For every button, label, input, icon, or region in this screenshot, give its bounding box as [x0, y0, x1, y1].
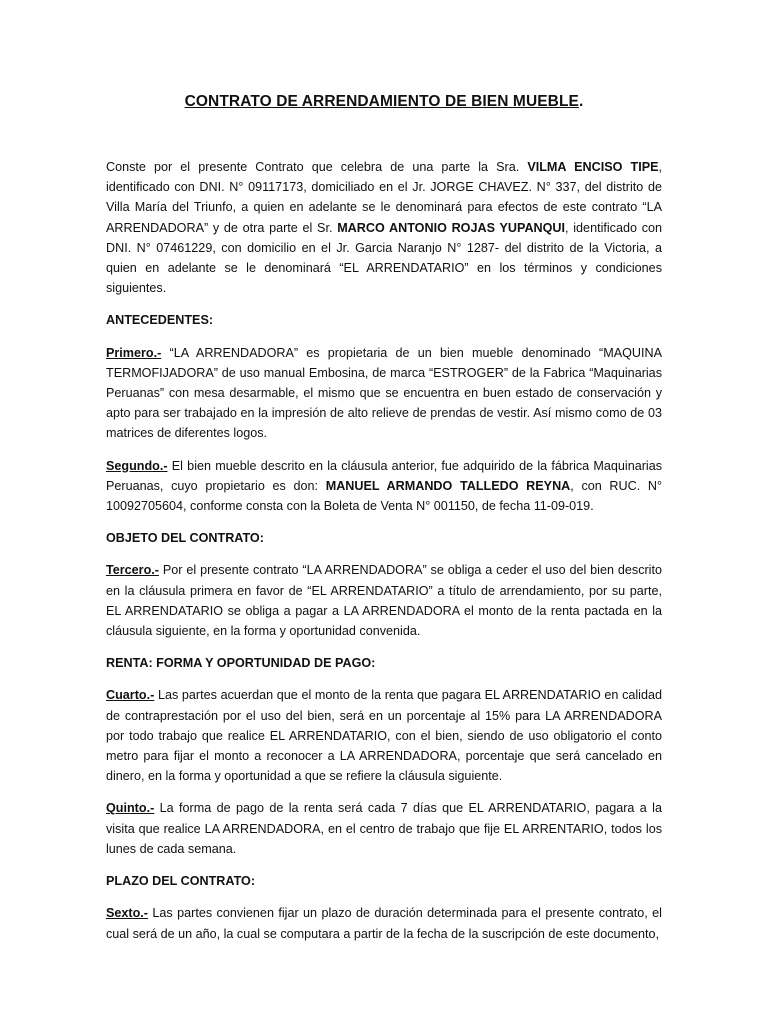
- heading-objeto: OBJETO DEL CONTRATO:: [106, 531, 264, 546]
- clause-tercero-label: Tercero.-: [106, 563, 159, 578]
- intro-text-2: , identificado con DNI. N° 09117173, domiciliado en el Jr. JORGE CHAVEZ. N° 337, del distrito de Villa María del Triunfo, a quien en adelante se le denominará para efectos de este contrato “LA ARRENDADORA” y de otra parte el Sr.: [106, 160, 662, 235]
- intro-text-1: Conste por el presente Contrato que celebra de una parte la Sra.: [106, 160, 528, 174]
- clause-tercero: [106, 560, 662, 641]
- document-title-suffix: .: [578, 93, 584, 110]
- heading-plazo: PLAZO DEL CONTRATO:: [106, 874, 256, 889]
- clause-tercero-text: Por el presente contrato “LA ARRENDADORA” se obliga a ceder el uso del bien descrito en la cláusula primera en favor de “EL ARRENDATARIO” a título de arrendamiento, por su parte, EL ARRENDATARIO se obliga a pagar a LA ARRENDADORA el monto de la renta pactada en la cláusula siguiente, en la forma y oportunidad convenida.: [106, 563, 662, 639]
- clause-quinto: [106, 798, 662, 859]
- clause-segundo: [106, 456, 662, 517]
- clause-quinto-text: La forma de pago de la renta será cada 7 días que EL ARRENDATARIO, pagara a la visita que realice LA ARRENDADORA, en el centro de trabajo que fije EL ARRENTARIO, todos los lunes de cada semana.: [106, 801, 662, 856]
- intro-paragraph: [106, 157, 662, 298]
- clause-sexto: [106, 903, 662, 943]
- clause-sexto-text: Las partes convienen fijar un plazo de duración determinada para el presente contrato, el cual será de un año, la cual se computara a partir de la fecha de la suscripción de este documento,: [106, 906, 662, 941]
- clause-quinto-label: Quinto.-: [106, 801, 155, 816]
- clause-primero-text: “LA ARRENDADORA” es propietaria de un bien mueble denominado “MAQUINA TERMOFIJADORA” de uso manual Embosina, de marca “ESTROGER” de la Fabrica “Maquinarias Peruanas” con mesa desarmable, el mismo que se encuentra en buen estado de conservación y apto para ser trabajado en la impresión de alto relieve de prendas de vestir. Así mismo como de 03 matrices de diferentes logos.: [106, 345, 662, 441]
- document-title: [106, 93, 662, 111]
- clause-segundo-text-2: , con RUC. N° 10092705604, conforme consta con la Boleta de Venta N° 001150, de fecha 11-09-019.: [106, 478, 663, 514]
- clause-cuarto: [106, 685, 662, 786]
- heading-antecedentes: ANTECEDENTES:: [106, 313, 214, 328]
- clause-segundo-label: Segundo.-: [106, 458, 168, 473]
- clause-cuarto-label: Cuarto.-: [106, 688, 155, 703]
- clause-sexto-label: Sexto.-: [106, 906, 148, 921]
- intro-lessee-name: MARCO ANTONIO ROJAS YUPANQUI: [337, 220, 566, 235]
- clause-segundo-text-1: El bien mueble descrito en la cláusula anterior, fue adquirido de la fábrica Maquinarias Peruanas, cuyo propietario es don:: [106, 458, 662, 493]
- heading-renta: RENTA: FORMA Y OPORTUNIDAD DE PAGO:: [106, 656, 376, 671]
- clause-primero-label: Primero.-: [106, 345, 162, 360]
- clause-primero: [106, 343, 662, 444]
- clause-segundo-owner-name: MANUEL ARMANDO TALLEDO REYNA: [325, 478, 571, 493]
- intro-text-3: , identificado con DNI. N° 07461229, con domicilio en el Jr. Garcia Naranjo N° 1287- del distrito de la Victoria, a quien en adelante se le denominará “EL ARRENDATARIO” en los términos y condiciones siguientes.: [106, 220, 663, 296]
- intro-lessor-name: VILMA ENCISO TIPE: [527, 160, 659, 174]
- document-title-text: CONTRATO DE ARRENDAMIENTO DE BIEN MUEBLE: [184, 93, 579, 110]
- clause-cuarto-text: Las partes acuerdan que el monto de la renta que pagara EL ARRENDATARIO en calidad de contraprestación por el uso del bien, será en un porcentaje al 15% para LA ARRENDADORA por todo trabajo que realice EL ARRENDATARIO, con el bien, siendo de uso obligatorio el conto metro para fijar el monto a reconocer a LA ARRENDADORA, porcentaje que será cancelado en dinero, en la forma y oportunidad a que se refiere la cláusula siguiente.: [106, 688, 662, 784]
